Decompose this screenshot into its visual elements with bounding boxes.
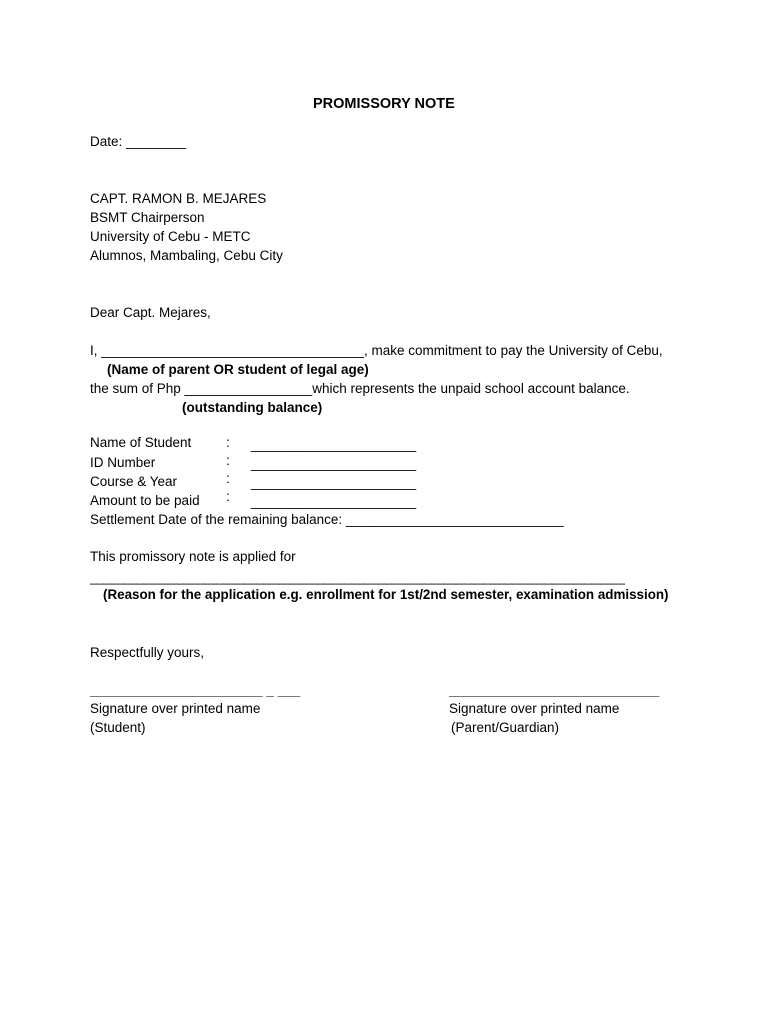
field-blank-name-of-student: ______________________: [251, 437, 417, 452]
field-blank-id-number: ______________________: [251, 456, 417, 471]
field-colon: :: [226, 435, 230, 450]
field-label-name-of-student: Name of Student: [90, 435, 192, 450]
reason-hint: (Reason for the application e.g. enrollment for 1st/2nd semester, examination admission): [103, 587, 669, 602]
student-role: (Student): [90, 720, 146, 735]
parent-signature-line: ____________________________: [449, 683, 660, 698]
recipient-institution: University of Cebu - METC: [90, 229, 251, 244]
sum-line: the sum of Php _________________which represents the unpaid school account balance.: [90, 381, 630, 396]
parent-signature-caption: Signature over printed name: [449, 701, 620, 716]
document-title: PROMISSORY NOTE: [313, 96, 455, 112]
field-label-id-number: ID Number: [90, 455, 156, 470]
closing: Respectfully yours,: [90, 645, 205, 660]
reason-blank-line: ________________________________________________________________________________: [90, 570, 625, 585]
field-colon: :: [226, 471, 230, 486]
parent-role: (Parent/Guardian): [451, 720, 560, 735]
recipient-name: CAPT. RAMON B. MEJARES: [90, 191, 267, 206]
applied-for-line: This promissory note is applied for: [90, 549, 296, 564]
field-colon: :: [226, 489, 230, 504]
recipient-position: BSMT Chairperson: [90, 210, 205, 225]
recipient-address: Alumnos, Mambaling, Cebu City: [90, 248, 283, 263]
field-blank-course-year: ______________________: [251, 475, 417, 490]
settlement-date-line: Settlement Date of the remaining balance: _____________________________: [90, 512, 564, 527]
field-blank-amount-to-be-paid: ______________________: [251, 494, 417, 509]
name-hint: (Name of parent OR student of legal age): [107, 362, 369, 377]
date-line: Date: ________: [90, 134, 187, 149]
commitment-line: I, ___________________________________, make commitment to pay the University of Cebu,: [90, 343, 663, 358]
salutation: Dear Capt. Mejares,: [90, 305, 211, 320]
balance-hint: (outstanding balance): [182, 400, 323, 415]
student-signature-caption: Signature over printed name: [90, 701, 261, 716]
field-label-course-year: Course & Year: [90, 474, 178, 489]
student-signature-line: _______________________ _ ___: [90, 683, 301, 698]
field-colon: :: [226, 453, 230, 468]
field-label-amount-to-be-paid: Amount to be paid: [90, 493, 200, 508]
